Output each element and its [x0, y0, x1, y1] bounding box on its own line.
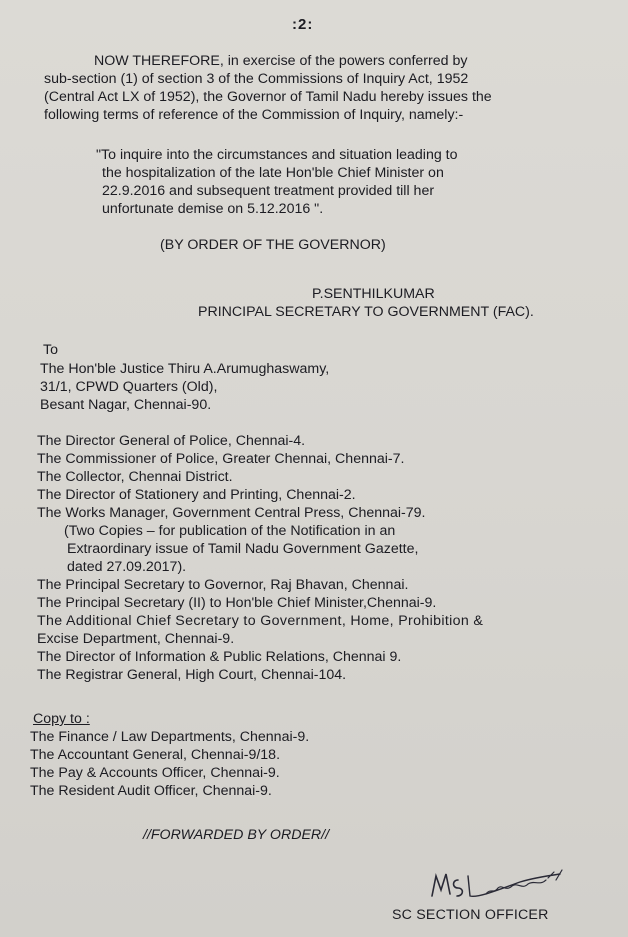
addressee-line: The Hon'ble Justice Thiru A.Arumughaswamy,	[40, 361, 330, 377]
preamble-line: sub-section (1) of section 3 of the Commissions of Inquiry Act, 1952	[44, 71, 469, 87]
addressee-block	[40, 360, 329, 414]
distribution-item: The Additional Chief Secretary to Government, Home, Prohibition &	[37, 613, 484, 629]
distribution-item: The Director of Stationery and Printing, Chennai-2.	[37, 487, 356, 503]
distribution-item: The Works Manager, Government Central Press, Chennai-79.	[37, 505, 426, 521]
terms-of-reference	[96, 146, 458, 218]
page-number: :2:	[292, 16, 314, 33]
copy-to-label: Copy to :	[33, 711, 90, 727]
preamble-line: following terms of reference of the Commission of Inquiry, namely:-	[44, 107, 464, 123]
preamble-paragraph	[44, 52, 574, 124]
by-order-line: (BY ORDER OF THE GOVERNOR)	[160, 237, 386, 253]
distribution-item: The Commissioner of Police, Greater Chennai, Chennai-7.	[37, 451, 405, 467]
distribution-note: dated 27.09.2017).	[67, 559, 187, 575]
copy-to-list	[30, 728, 309, 800]
section-officer-title: SC SECTION OFFICER	[392, 907, 549, 923]
copy-to-item: The Finance / Law Departments, Chennai-9.	[30, 729, 310, 745]
terms-line: 22.9.2016 and subsequent treatment provided till her	[102, 183, 435, 199]
terms-line: "To inquire into the circumstances and situation leading to	[96, 147, 458, 163]
to-label: To	[43, 342, 58, 358]
copy-to-item: The Resident Audit Officer, Chennai-9.	[30, 783, 272, 799]
signatory-title: PRINCIPAL SECRETARY TO GOVERNMENT (FAC).	[198, 304, 534, 320]
distribution-note: (Two Copies – for publication of the Notification in an	[64, 523, 396, 539]
distribution-item: The Principal Secretary to Governor, Raj Bhavan, Chennai.	[37, 577, 409, 593]
terms-line: unfortunate demise on 5.12.2016 ".	[102, 201, 324, 217]
signatory-name: P.SENTHILKUMAR	[312, 286, 435, 302]
copy-to-item: The Accountant General, Chennai-9/18.	[30, 747, 281, 763]
distribution-item: The Director of Information & Public Relations, Chennai 9.	[37, 649, 402, 665]
preamble-line: NOW THEREFORE, in exercise of the powers conferred by	[94, 53, 468, 69]
preamble-line: (Central Act LX of 1952), the Governor of Tamil Nadu hereby issues the	[44, 89, 492, 105]
distribution-item: The Collector, Chennai District.	[37, 469, 233, 485]
distribution-item: Excise Department, Chennai-9.	[37, 631, 235, 647]
terms-line: the hospitalization of the late Hon'ble Chief Minister on	[102, 165, 444, 181]
distribution-item: The Registrar General, High Court, Chennai-104.	[37, 667, 347, 683]
distribution-item: The Director General of Police, Chennai-4.	[37, 433, 306, 449]
addressee-line: Besant Nagar, Chennai-90.	[40, 397, 212, 413]
forwarded-by-order: //FORWARDED BY ORDER//	[143, 827, 330, 843]
distribution-item: The Principal Secretary (II) to Hon'ble Chief Minister,Chennai-9.	[37, 595, 437, 611]
distribution-note: Extraordinary issue of Tamil Nadu Government Gazette,	[67, 541, 419, 557]
copy-to-item: The Pay & Accounts Officer, Chennai-9.	[30, 765, 280, 781]
handwritten-signature	[428, 868, 578, 908]
addressee-line: 31/1, CPWD Quarters (Old),	[40, 379, 218, 395]
distribution-list	[37, 432, 483, 684]
